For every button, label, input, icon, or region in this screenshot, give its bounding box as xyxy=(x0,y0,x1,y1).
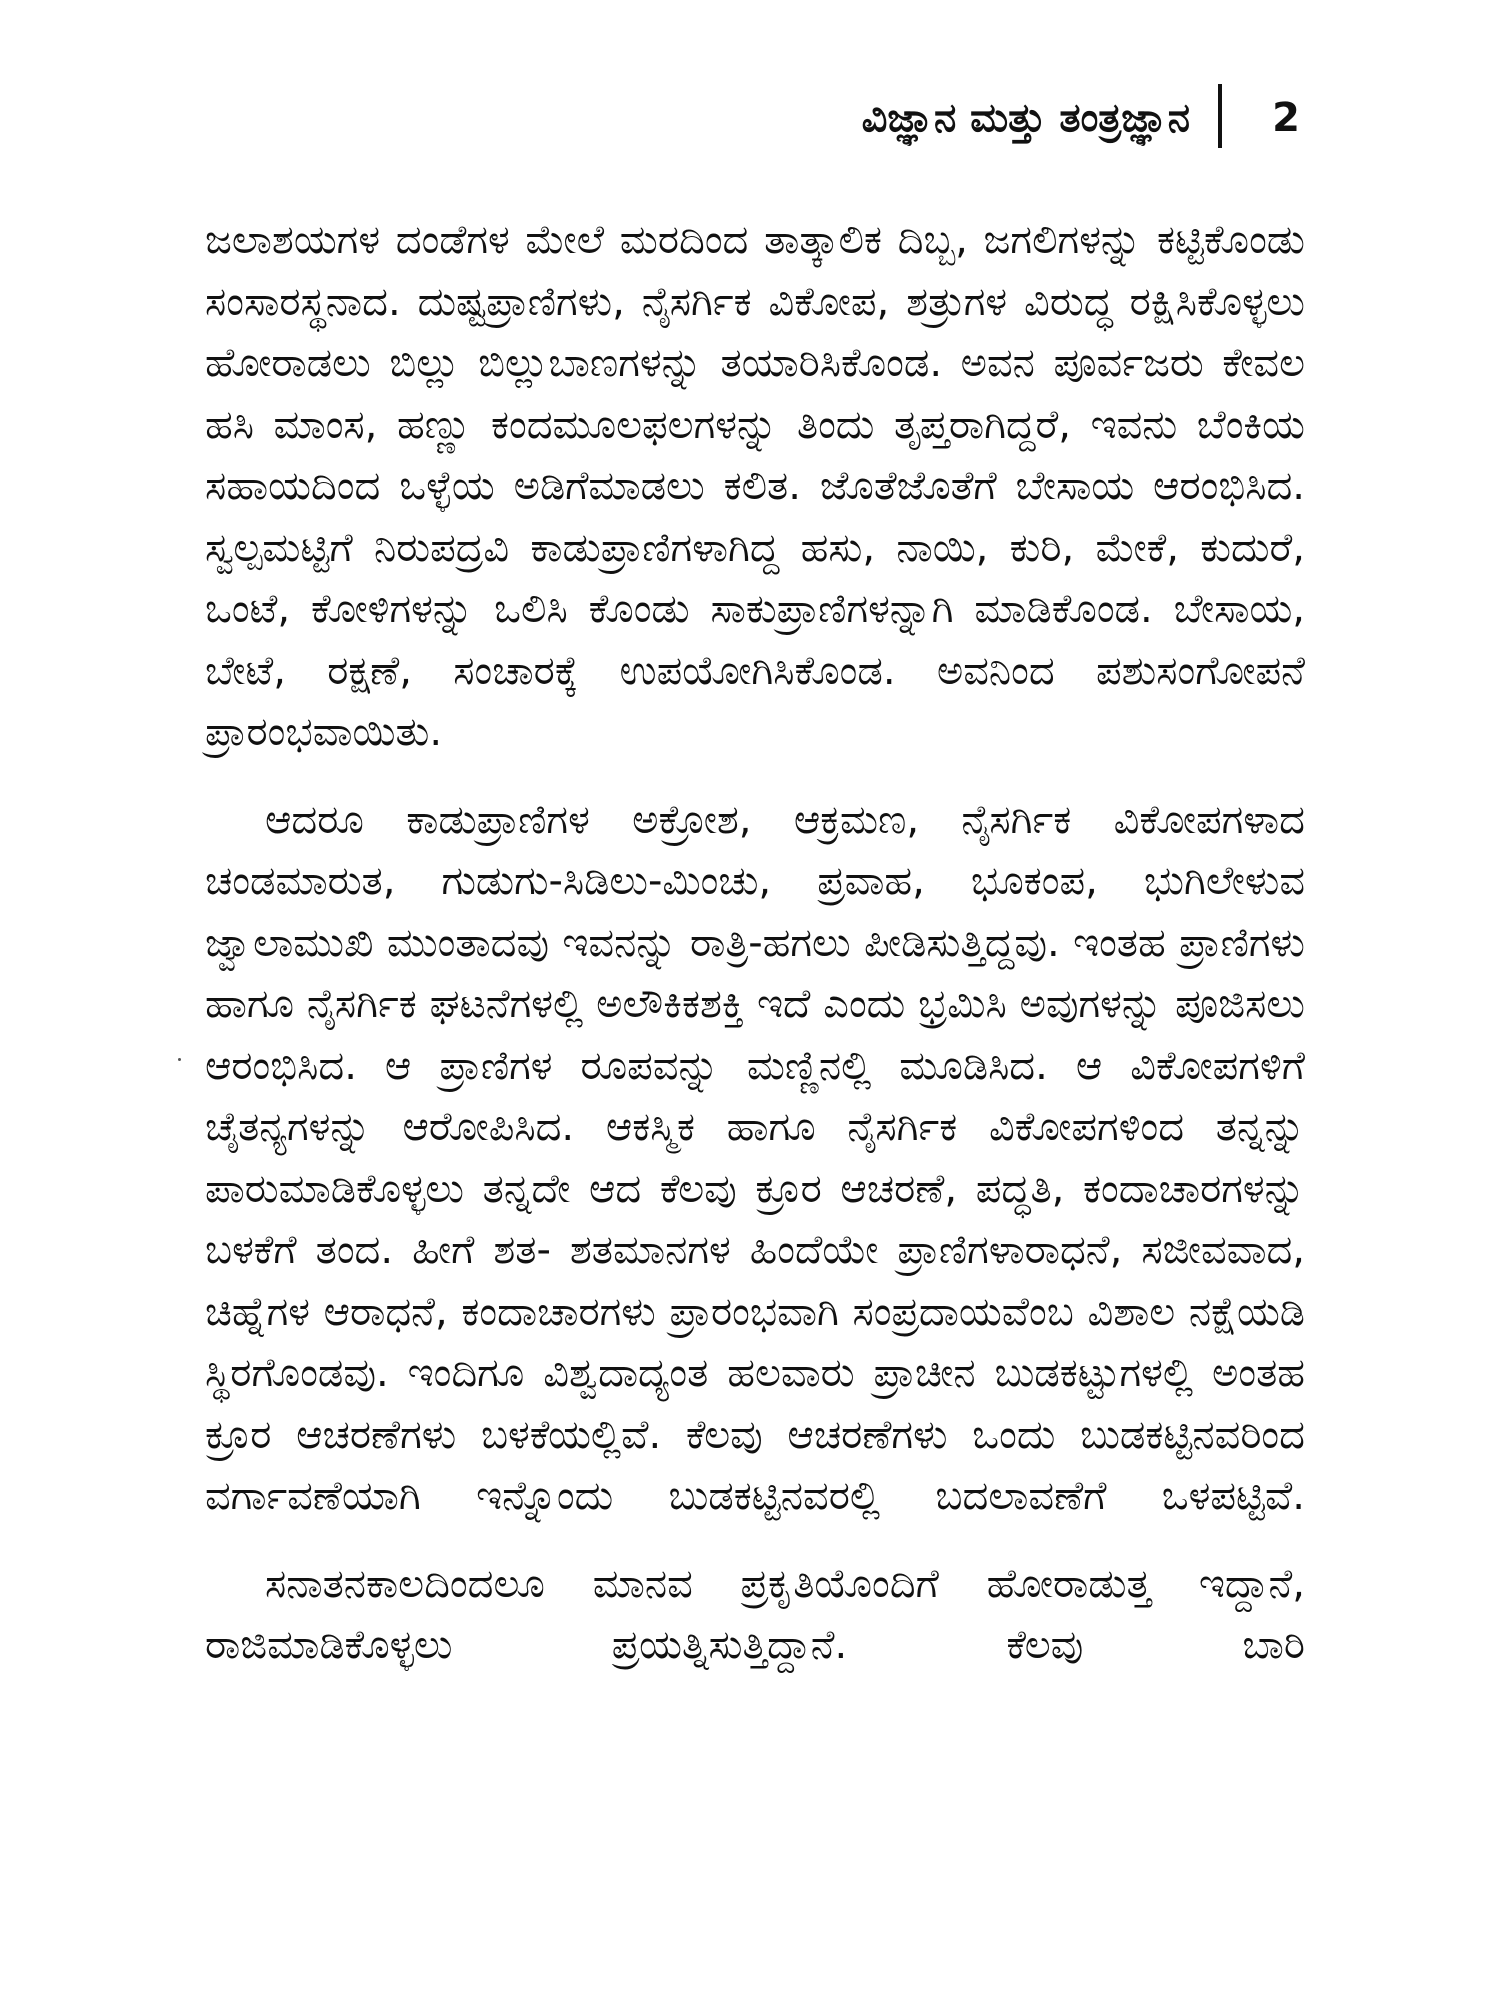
paragraph-2: ಆದರೂ ಕಾಡುಪ್ರಾಣಿಗಳ ಅಕ್ರೋಶ, ಆಕ್ರಮಣ, ನೈಸರ್ಗಿಕ ವಿಕೋಪಗಳಾದ ಚಂಡಮಾರುತ, ಗುಡುಗು-ಸಿಡಿಲು-ಮಿಂಚು, ಪ್ರವಾಹ, ಭೂಕಂಪ, ಭುಗಿಲೇಳುವ ಜ್ವಾಲಾಮುಖಿ ಮುಂತಾದವು ಇವನನ್ನು ರಾತ್ರಿ-ಹಗಲು ಪೀಡಿಸುತ್ತಿದ್ದವು. ಇಂತಹ ಪ್ರಾಣಿಗಳು ಹಾಗೂ ನೈಸರ್ಗಿಕ ಘಟನೆಗಳಲ್ಲಿ ಅಲೌಕಿಕಶಕ್ತಿ ಇದೆ ಎಂದು ಭ್ರಮಿಸಿ ಅವುಗಳನ್ನು ಪೂಜಿಸಲು ಆರಂಭಿಸಿದ. ಆ ಪ್ರಾಣಿಗಳ ರೂಪವನ್ನು ಮಣ್ಣಿನಲ್ಲಿ ಮೂಡಿಸಿದ. ಆ ವಿಕೋಪಗಳಿಗೆ ಚೈತನ್ಯಗಳನ್ನು ಆರೋಪಿಸಿದ. ಆಕಸ್ಮಿಕ ಹಾಗೂ ನೈಸರ್ಗಿಕ ವಿಕೋಪಗಳಿಂದ ತನ್ನನ್ನು ಪಾರುಮಾಡಿಕೊಳ್ಳಲು ತನ್ನದೇ ಆದ ಕೆಲವು ಕ್ರೂರ ಆಚರಣೆ, ಪದ್ಧತಿ, ಕಂದಾಚಾರಗಳನ್ನು ಬಳಕೆಗೆ ತಂದ. ಹೀಗೆ ಶತ- ಶತಮಾನಗಳ ಹಿಂದೆಯೇ ಪ್ರಾಣಿಗಳಾರಾಧನೆ, ಸಜೀವವಾದ, ಚಿಹ್ನೆಗಳ ಆರಾಧನೆ, ಕಂದಾಚಾರಗಳು ಪ್ರಾರಂಭವಾಗಿ ಸಂಪ್ರದಾಯವೆಂಬ ವಿಶಾಲ ನಕ್ಷೆಯಡಿ ಸ್ಥಿರಗೊಂಡವು. ಇಂದಿಗೂ ವಿಶ್ವದಾದ್ಯಂತ ಹಲವಾರು ಪ್ರಾಚೀನ ಬುಡಕಟ್ಟುಗಳಲ್ಲಿ ಅಂತಹ ಕ್ರೂರ ಆಚರಣೆಗಳು ಬಳಕೆಯಲ್ಲಿವೆ. ಕೆಲವು ಆಚರಣೆಗಳು ಒಂದು ಬುಡಕಟ್ಟಿನವರಿಂದ ವರ್ಗಾವಣೆಯಾಗಿ ಇನ್ನೊಂದು ಬುಡಕಟ್ಟಿನವರಲ್ಲಿ ಬದಲಾವಣೆಗೆ ಒಳಪಟ್ಟಿವೆ. xyxy=(205,796,1305,1519)
running-title: ವಿಜ್ಞಾನ ಮತ್ತು ತಂತ್ರಜ್ಞಾನ xyxy=(861,95,1190,141)
body-text xyxy=(205,210,1305,1703)
header-divider xyxy=(1218,84,1222,148)
page-header xyxy=(200,88,1300,148)
paragraph-1: ಜಲಾಶಯಗಳ ದಂಡೆಗಳ ಮೇಲೆ ಮರದಿಂದ ತಾತ್ಕಾಲಿಕ ದಿಬ್ಬ, ಜಗಲಿಗಳನ್ನು ಕಟ್ಟಿಕೊಂಡು ಸಂಸಾರಸ್ಥನಾದ. ದುಷ್ಟಪ್ರಾಣಿಗಳು, ನೈಸರ್ಗಿಕ ವಿಕೋಪ, ಶತ್ರುಗಳ ವಿರುದ್ಧ ರಕ್ಷಿಸಿಕೊಳ್ಳಲು ಹೋರಾಡಲು ಬಿಲ್ಲು ಬಿಲ್ಲುಬಾಣಗಳನ್ನು ತಯಾರಿಸಿಕೊಂಡ. ಅವನ ಪೂರ್ವಜರು ಕೇವಲ ಹಸಿ ಮಾಂಸ, ಹಣ್ಣು ಕಂದಮೂಲಫಲಗಳನ್ನು ತಿಂದು ತೃಪ್ತರಾಗಿದ್ದರೆ, ಇವನು ಬೆಂಕಿಯ ಸಹಾಯದಿಂದ ಒಳ್ಳೆಯ ಅಡಿಗೆಮಾಡಲು ಕಲಿತ. ಜೊತೆಜೊತೆಗೆ ಬೇಸಾಯ ಆರಂಭಿಸಿದ. ಸ್ವಲ್ಪಮಟ್ಟಿಗೆ ನಿರುಪದ್ರವಿ ಕಾಡುಪ್ರಾಣಿಗಳಾಗಿದ್ದ ಹಸು, ನಾಯಿ, ಕುರಿ, ಮೇಕೆ, ಕುದುರೆ, ಒಂಟೆ, ಕೋಳಿಗಳನ್ನು ಒಲಿಸಿ ಕೊಂಡು ಸಾಕುಪ್ರಾಣಿಗಳನ್ನಾಗಿ ಮಾಡಿಕೊಂಡ. ಬೇಸಾಯ, ಬೇಟೆ, ರಕ್ಷಣೆ, ಸಂಚಾರಕ್ಕೆ ಉಪಯೋಗಿಸಿಕೊಂಡ. ಅವನಿಂದ ಪಶುಸಂಗೋಪನೆ ಪ್ರಾರಂಭವಾಯಿತು. xyxy=(205,217,1305,755)
paragraph-3: ಸನಾತನಕಾಲದಿಂದಲೂ ಮಾನವ ಪ್ರಕೃತಿಯೊಂದಿಗೆ ಹೋರಾಡುತ್ತ ಇದ್ದಾನೆ, ರಾಜಿಮಾಡಿಕೊಳ್ಳಲು ಪ್ರಯತ್ನಿಸುತ್ತಿದ್ದಾನೆ. ಕೆಲವು ಬಾರಿ xyxy=(205,1560,1305,1668)
page-number: 2 xyxy=(1272,95,1300,141)
stray-ink-mark xyxy=(178,1058,181,1061)
